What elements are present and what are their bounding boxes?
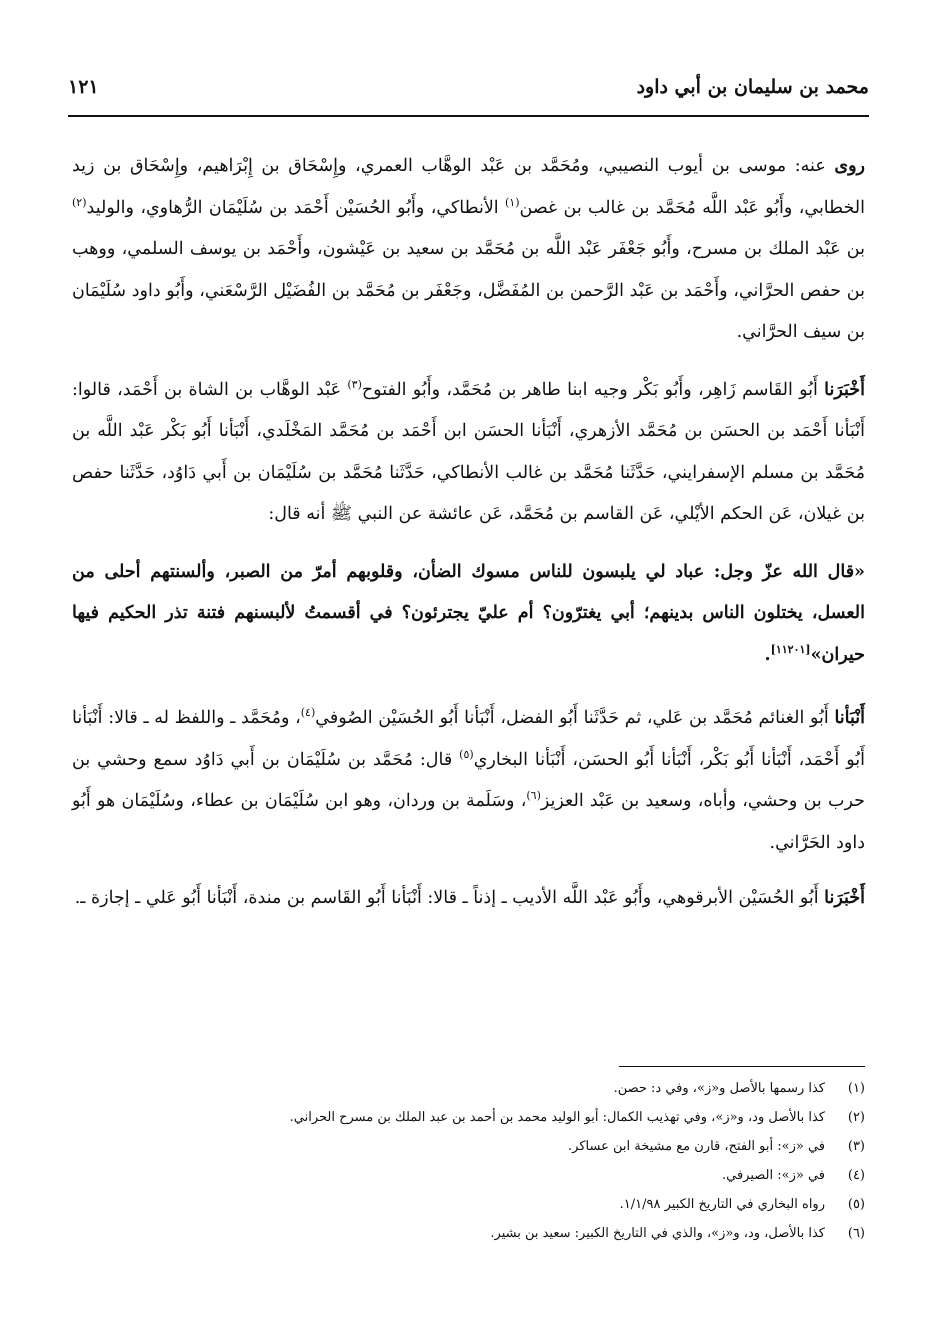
footnote bbox=[72, 1103, 865, 1132]
footnote-text: كذا بالأصل ود، و«ز»، وفي تهذيب الكمال: أبو الوليد محمد بن أحمد بن عبد الملك بن مسرح الحراني. bbox=[289, 1110, 825, 1125]
footnote-separator bbox=[619, 1066, 865, 1067]
paragraph-text: ، وسَلَمة بن وردان، وهو ابن سُلَيْمَان بن عطاء، وسُلَيْمَان هو أَبُو داود الحَرَّاني. bbox=[72, 791, 865, 853]
footnote-ref: (٢) bbox=[72, 195, 87, 209]
paragraph-bukhari bbox=[72, 698, 865, 864]
footnote-ref: (٤) bbox=[300, 706, 316, 720]
footnote-number: (٤) bbox=[847, 1168, 865, 1183]
paragraph-text: أَبُو الغنائم مُحَمَّد بن عَلي، ثم حَدَّثَنا أَبُو الفضل، أَنْبَأنا أَبُو الحُسَيْن الصُوفي bbox=[315, 708, 835, 728]
footnote bbox=[72, 1074, 865, 1103]
paragraph-hadith bbox=[72, 552, 865, 677]
running-header bbox=[68, 70, 869, 114]
hadith-number: [١١٢٠١] bbox=[770, 642, 811, 656]
paragraph-text: . bbox=[764, 644, 771, 665]
footnote-number: (٦) bbox=[847, 1226, 865, 1241]
paragraph-ijaza bbox=[72, 878, 865, 920]
footnote bbox=[72, 1161, 865, 1190]
paragraph-text: قال: مُحَمَّد بن سُلَيْمَان بن أَبي دَاوُد سمع وحشي بن حرب بن وحشي، وأباه، وسعيد بن عَبْد العزيز bbox=[72, 749, 865, 811]
footnote-text: في «ز»: الصيرفي. bbox=[721, 1168, 825, 1183]
paragraph-text: أَبُو القَاسم زَاهِر، وأَبُو بَكْر وجيه ابنا طاهر بن مُحَمَّد، وأَبُو الفتوح bbox=[361, 379, 825, 400]
footnote-ref: (٦) bbox=[526, 789, 541, 803]
paragraph-lead-word: أَخْبَرَنا bbox=[824, 379, 865, 400]
hadith-text: «قال الله عزّ وجل: عباد لي يلبسون للناس مسوك الضأن، وقلوبهم أمرّ من الصبر، وألسنتهم أحلى من العسل، يختلون الناس بدينهم؛ أبي يغترّون؟ أم عليّ يجترئون؟ في أقسمتُ لألبسنهم فتنة تذر الحكيم فيها حيران» bbox=[72, 561, 865, 665]
footnote-ref: (٥) bbox=[459, 747, 474, 761]
footnote-ref: (٣) bbox=[347, 377, 362, 391]
paragraph-text: الأنطاكي، وأَبُو الحُسَيْن أَحْمَد بن سُلَيْمَان الرُّهاوي، والوليد bbox=[86, 197, 505, 218]
running-title: محمد بن سليمان بن أبي داود bbox=[636, 76, 869, 98]
page-number: ١٢١ bbox=[68, 76, 99, 98]
footnote-text: رواه البخاري في التاريخ الكبير ١/١/٩٨. bbox=[619, 1197, 825, 1212]
footnote-text: في «ز»: أبو الفتح، قارن مع مشيخة ابن عساكر. bbox=[568, 1139, 825, 1154]
footnote-number: (١) bbox=[847, 1081, 865, 1096]
footnote-text: كذا رسمها بالأصل و«ز»، وفي د: حصن. bbox=[613, 1081, 825, 1096]
paragraph-isnad bbox=[72, 370, 865, 536]
footnote-ref: (١) bbox=[505, 195, 520, 209]
header-rule bbox=[68, 115, 869, 117]
paragraph-lead-word: أَنْبَأنا bbox=[834, 708, 865, 728]
paragraph-text: ، ومُحَمَّد ـ واللفظ له ـ قالا: أَنْبَأنا أَبُو أَحْمَد، أَنْبَأنا أَبُو بَكْر، أَنْبَأنا أَبُو الحسَن، أَنْبَأنا البخاري bbox=[72, 708, 865, 770]
footnote bbox=[72, 1219, 865, 1248]
paragraph-text: عنه: موسى بن أيوب النصيبي، ومُحَمَّد بن عَبْد الوهَّاب العمري، وإِسْحَاق بن إِبْرَاهيم، وإِسْحَاق بن زيد الخطابي، وأَبُو عَبْد اللَّه مُحَمَّد بن غالب بن غصن bbox=[72, 156, 865, 218]
footnote bbox=[72, 1132, 865, 1161]
paragraph-lead-word: أَخْبَرَنا bbox=[824, 888, 865, 908]
paragraph-narrators bbox=[72, 146, 865, 354]
paragraph-text: أَبُو الحُسَيْن الأبرقوهي، وأَبُو عَبْد اللَّه الأديب ـ إذناً ـ قالا: أَنْبَأنا أَبُو القَاسم بن مندة، أَنْبَأنا أَبُو عَلي ـ إجازة ـ. bbox=[74, 888, 825, 908]
paragraph-text: بن عَبْد الملك بن مسرح، وأَبُو جَعْفَر عَبْد اللَّه بن مُحَمَّد بن سعيد بن عَيْشون، وأَحْمَد بن يوسف السلمي، ووهب بن حفص الحرَّاني، وأَحْمَد بن عَبْد الرَّحمن بن المُفَضَّل، وجَعْفَر بن مُحَمَّد بن الفُضَيْل الرَّسْعَني، وأَبُو داود سُلَيْمَان بن سيف الحرَّاني. bbox=[72, 239, 865, 342]
footnote-number: (٣) bbox=[847, 1139, 865, 1154]
main-text bbox=[72, 146, 865, 942]
footnote-number: (٥) bbox=[847, 1197, 865, 1212]
footnotes bbox=[72, 1074, 865, 1248]
footnote bbox=[72, 1190, 865, 1219]
footnote-text: كذا بالأصل، ود، و«ز»، والذي في التاريخ الكبير: سعيد بن بشير. bbox=[490, 1226, 825, 1241]
paragraph-lead-word: روى bbox=[834, 156, 865, 176]
paragraph-text: عَبْد الوهَّاب بن الشاة بن أَحْمَد، قالوا: أَنْبَأنا أَحْمَد بن الحسَن بن مُحَمَّد الأزهري، أَنْبَأنا الحسَن ابن أَحْمَد بن مُحَمَّد المَخْلَدي، أَنْبَأنا أَبُو بَكْر عَبْد اللَّه بن مُحَمَّد بن مسلم الإسفرايني، حَدَّثَنا مُحَمَّد بن غالب الأنطاكي، حَدَّثَنا مُحَمَّد بن سُلَيْمَان بن أَبي دَاوُد، حَدَّثَنا حفص بن غيلان، عَن الحكم الأيْلي، عَن القاسم بن مُحَمَّد، عَن عائشة عن النبي ﷺ أنه قال: bbox=[72, 379, 865, 524]
footnote-number: (٢) bbox=[847, 1110, 865, 1125]
